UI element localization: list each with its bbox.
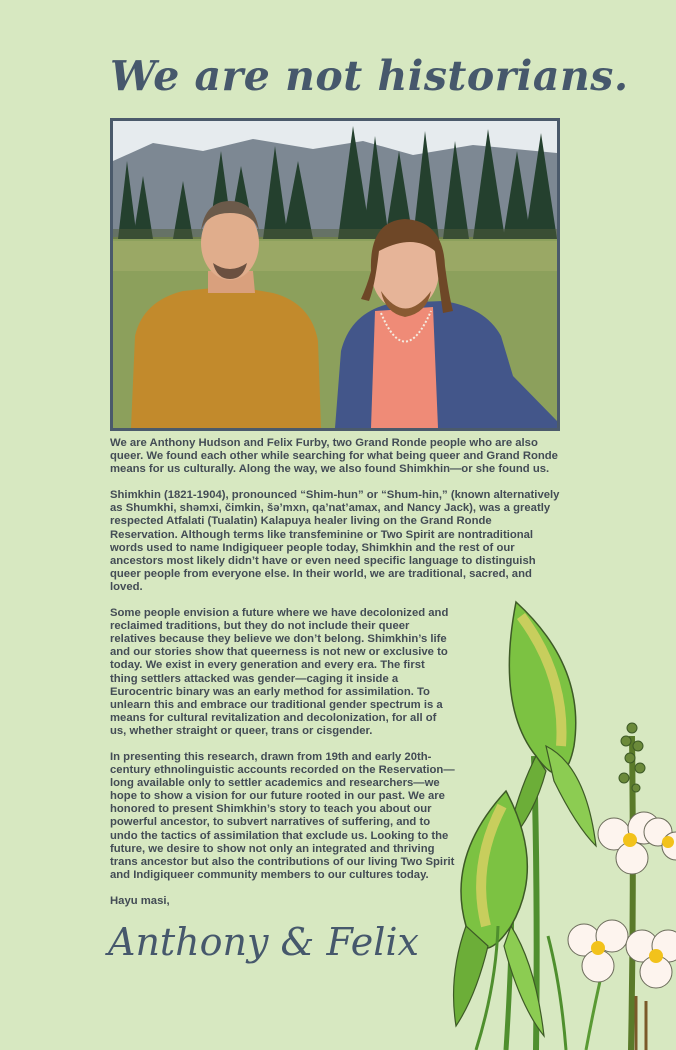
portrait-photo <box>110 118 560 431</box>
shimkhin-paragraph: Shimkhin (1821-1904), pronounced “Shim-hun” or “Shum-hin,” (known alternatively as Shumkhi, shəmxi, čimkin, šə’mxn, qa’nat’amax, and Nancy Jack), was a greatly respected Atfalati (Tualatin) Kalapuya healer living on the Grand Ronde Reservation. Although terms like transfeminine or Two Spirit are nontraditional words used to name Indigiqueer people today, Shimkhin and the rest of our ancestors most likely didn’t have or even need specific language to distinguish queer people from everyone else. In their world, we are traditional, sacred, and loved. <box>110 489 560 593</box>
portrait-illustration <box>113 121 557 428</box>
wapato-plant-illustration <box>436 596 676 1050</box>
decolonization-paragraph: Some people envision a future where we have decolonized and reclaimed traditions, but they do not include their queer relatives because they believe we don’t belong. Shimkhin’s life and our stories show that queerness is not new or exclusive to today. We exist in every generation and every era. The first thing settlers attacked was gender—caging it inside a Eurocentric binary was an early method for assimilation. To unlearn this and embrace our traditional gender spectrum is a means for cultural revitalization and decolonization, for all of us, whether straight or queer, trans or cisgender. <box>110 607 449 737</box>
closing-greeting: Hayu masi, <box>110 894 170 907</box>
page-title: We are not historians. <box>110 52 629 100</box>
intro-paragraph: We are Anthony Hudson and Felix Furby, two Grand Ronde people who are also queer. We found each other while searching for what being queer and Grand Ronde means for us culturally. Along the way, we also found Shimkhin—or she found us. <box>110 437 558 476</box>
signature: Anthony & Felix <box>108 920 419 964</box>
research-paragraph: In presenting this research, drawn from 19th and early 20th-century ethnolinguistic accounts recorded on the Reservation—long available only to settler academics and researchers—we hope to show a vision for our future rooted in our past. We are honored to present Shimkhin’s story to teach you about our powerful ancestor, to subvert narratives of suffering, and to undo the tactics of assimilation that exclude us. Looking to the future, we desire to show not only an integrated and thriving trans ancestor but also the contributions of our living Two Spirit and Indigiqueer community members to our cultures today. <box>110 750 455 881</box>
